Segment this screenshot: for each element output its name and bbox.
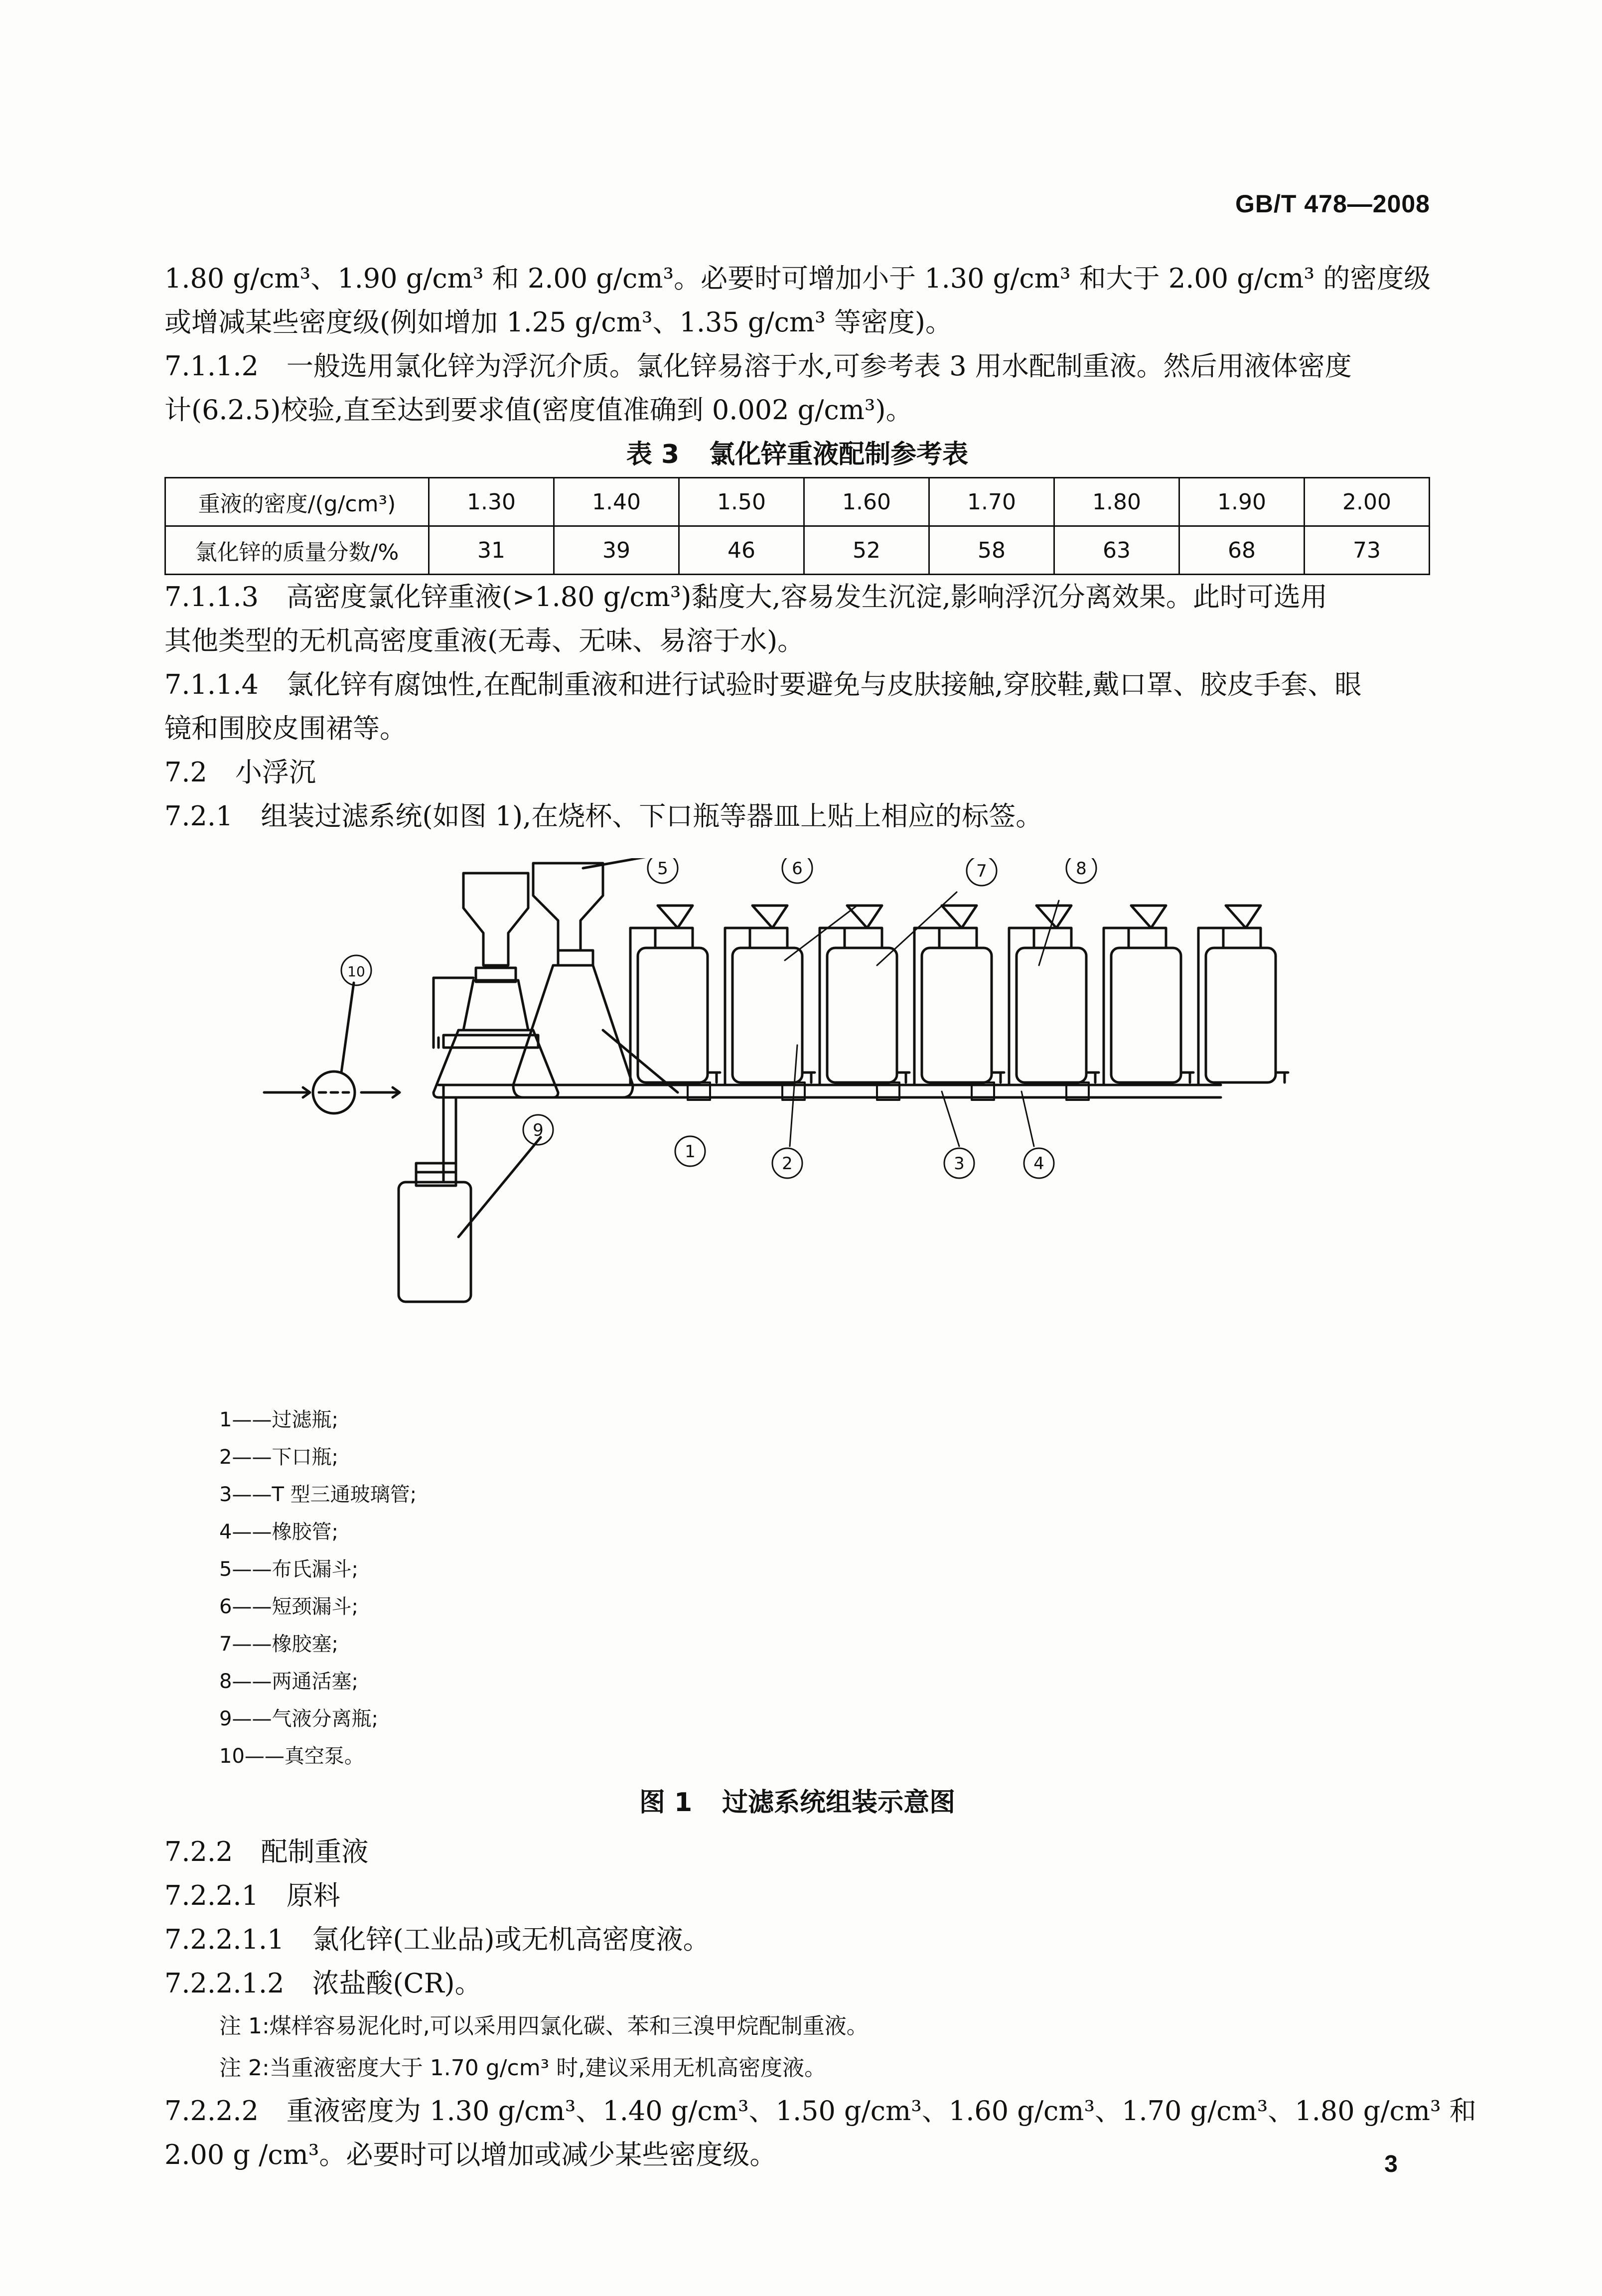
clause-text: 浓盐酸(CR)。 xyxy=(312,1968,482,1999)
figure-title: 过滤系统组装示意图 xyxy=(722,1788,956,1818)
note-2: 注 2:当重液密度大于 1.70 g/cm³ 时,建议采用无机高密度液。 xyxy=(219,2055,827,2081)
clause-7-1-1-3 xyxy=(164,575,1430,619)
filter-flask-icon xyxy=(434,873,558,1097)
table-cell: 1.90 xyxy=(1179,478,1305,526)
figure-1 xyxy=(164,858,1430,1396)
legend-item: 5——布氏漏斗; xyxy=(219,1558,358,1581)
table-cell: 1.80 xyxy=(1054,478,1179,526)
callout-label: 5 xyxy=(657,859,668,879)
standard-code: GB/T 478—2008 xyxy=(1235,190,1430,218)
lower-outlet-bottle-icon xyxy=(1104,906,1193,1085)
legend-item: 2——下口瓶; xyxy=(219,1446,338,1469)
figure-caption xyxy=(164,1775,1430,1830)
clause-7-2-2-1-2 xyxy=(164,1962,1430,2005)
table-row-mass-fraction xyxy=(165,526,1430,575)
clause-title: 原料 xyxy=(286,1880,340,1911)
lower-outlet-bottle-icon xyxy=(1009,906,1099,1085)
callout-circles xyxy=(341,858,1096,1178)
zinc-chloride-table xyxy=(164,477,1430,575)
legend-item: 10——真空泵。 xyxy=(219,1745,364,1768)
paragraph-line: 1.80 g/cm³、1.90 g/cm³ 和 2.00 g/cm³。必要时可增加小于 1.30 g/cm³ 和大于 2.00 g/cm³ 的密度级 xyxy=(164,263,1431,294)
callout-label: 3 xyxy=(954,1154,965,1174)
lower-outlet-bottle-icon xyxy=(914,906,1004,1085)
callout-label: 2 xyxy=(782,1154,793,1174)
clause-number: 7.2.2.2 xyxy=(164,2095,259,2127)
clause-number: 7.1.1.3 xyxy=(164,581,259,612)
legend-item: 1——过滤瓶; xyxy=(219,1408,338,1431)
note-1: 注 1:煤样容易泥化时,可以采用四氯化碳、苯和三溴甲烷配制重液。 xyxy=(219,2013,869,2039)
lower-outlet-bottle-icon xyxy=(630,906,720,1085)
clause-number: 7.2.2.1.2 xyxy=(164,1968,285,1999)
clause-number: 7.2.1 xyxy=(164,800,233,832)
section-number: 7.2 xyxy=(164,757,207,788)
row-header: 氯化锌的质量分数/% xyxy=(165,526,429,575)
separator-bottle-icon xyxy=(399,1137,541,1302)
clause-7-2-2 xyxy=(164,1830,1430,1874)
clause-7-1-1-4 xyxy=(164,663,1430,707)
legend-item: 8——两通活塞; xyxy=(219,1670,358,1693)
clause-text: 重液密度为 1.30 g/cm³、1.40 g/cm³、1.50 g/cm³、1.60 g/cm³、1.70 g/cm³、1.80 g/cm³ 和 xyxy=(286,2095,1476,2127)
lower-outlet-bottle-icon xyxy=(1198,906,1288,1085)
paragraph-line: 其他类型的无机高密度重液(无毒、无味、易溶于水)。 xyxy=(164,625,805,656)
paragraph-line: 或增减某些密度级(例如增加 1.25 g/cm³、1.35 g/cm³ 等密度)。 xyxy=(164,306,952,338)
legend-item: 3——T 型三通玻璃管; xyxy=(219,1483,417,1506)
table-cell: 63 xyxy=(1054,526,1179,575)
callout-label: 1 xyxy=(685,1142,696,1162)
callout-label: 7 xyxy=(976,861,987,881)
section-title: 小浮沉 xyxy=(235,757,316,788)
table-title: 氯化锌重液配制参考表 xyxy=(709,440,969,469)
clause-number: 7.2.2 xyxy=(164,1836,233,1867)
figure-number: 图 1 xyxy=(639,1788,693,1818)
clause-number: 7.1.1.2 xyxy=(164,350,259,382)
table-cell: 2.00 xyxy=(1305,478,1430,526)
legend-item: 6——短颈漏斗; xyxy=(219,1595,358,1618)
legend-item: 7——橡胶塞; xyxy=(219,1633,338,1656)
clause-number: 7.2.2.1 xyxy=(164,1880,259,1911)
callout-label: 8 xyxy=(1076,859,1087,879)
clause-text: 高密度氯化锌重液(>1.80 g/cm³)黏度大,容易发生沉淀,影响浮沉分离效果。此时可选用 xyxy=(286,581,1327,612)
table-cell: 1.30 xyxy=(429,478,554,526)
clause-text: 组装过滤系统(如图 1),在烧杯、下口瓶等器皿上贴上相应的标签。 xyxy=(261,800,1043,832)
table-cell: 52 xyxy=(804,526,929,575)
paragraph-line: 镜和围胶皮围裙等。 xyxy=(164,713,407,744)
table-cell: 39 xyxy=(554,526,679,575)
callout-label: 6 xyxy=(792,859,803,879)
clause-title: 配制重液 xyxy=(261,1836,369,1867)
lower-outlet-bottle-icon xyxy=(725,906,815,1085)
callout-label: 9 xyxy=(533,1120,544,1140)
row-header: 重液的密度/(g/cm³) xyxy=(165,478,429,526)
clause-7-2-1 xyxy=(164,794,1430,838)
section-7-2-heading xyxy=(164,751,1430,794)
lower-outlet-bottle-icon xyxy=(820,906,909,1085)
filtration-system-diagram xyxy=(164,858,1430,1396)
table-cell: 73 xyxy=(1305,526,1430,575)
table-row-density xyxy=(165,478,1430,526)
table-cell: 1.70 xyxy=(929,478,1054,526)
figure-legend xyxy=(219,1401,1430,1775)
vacuum-pump-icon xyxy=(264,983,400,1113)
manifold-tube xyxy=(438,1085,1221,1182)
clause-7-1-1-2 xyxy=(164,344,1430,388)
page-number: 3 xyxy=(1384,2151,1398,2177)
clause-text: 一般选用氯化锌为浮沉介质。氯化锌易溶于水,可参考表 3 用水配制重液。然后用液体密度 xyxy=(286,350,1352,382)
main-content xyxy=(164,257,1476,2177)
table-cell: 46 xyxy=(679,526,804,575)
clause-text: 氯化锌(工业品)或无机高密度液。 xyxy=(312,1924,710,1955)
paragraph-line: 计(6.2.5)校验,直至达到要求值(密度值准确到 0.002 g/cm³)。 xyxy=(164,394,913,426)
table-cell: 31 xyxy=(429,526,554,575)
table-number: 表 3 xyxy=(626,440,680,469)
table-cell: 58 xyxy=(929,526,1054,575)
filter-flask-icon xyxy=(513,858,678,1097)
table-cell: 68 xyxy=(1179,526,1305,575)
table-cell: 1.40 xyxy=(554,478,679,526)
table-caption xyxy=(164,432,1430,477)
clause-text: 氯化锌有腐蚀性,在配制重液和进行试验时要避免与皮肤接触,穿胶鞋,戴口罩、胶皮手套、眼 xyxy=(286,669,1362,700)
legend-item: 4——橡胶管; xyxy=(219,1521,338,1543)
table-cell: 1.50 xyxy=(679,478,804,526)
clause-7-2-2-1-1 xyxy=(164,1918,1430,1962)
table-cell: 1.60 xyxy=(804,478,929,526)
callout-label: 10 xyxy=(347,963,365,980)
callout-label: 4 xyxy=(1033,1154,1044,1174)
paragraph-line: 2.00 g /cm³。必要时可以增加或减少某些密度级。 xyxy=(164,2139,777,2170)
clause-number: 7.2.2.1.1 xyxy=(164,1924,285,1955)
clause-7-2-2-2 xyxy=(164,2089,1476,2133)
legend-item: 9——气液分离瓶; xyxy=(219,1707,378,1730)
clause-7-2-2-1 xyxy=(164,1874,1430,1918)
clause-number: 7.1.1.4 xyxy=(164,669,259,700)
